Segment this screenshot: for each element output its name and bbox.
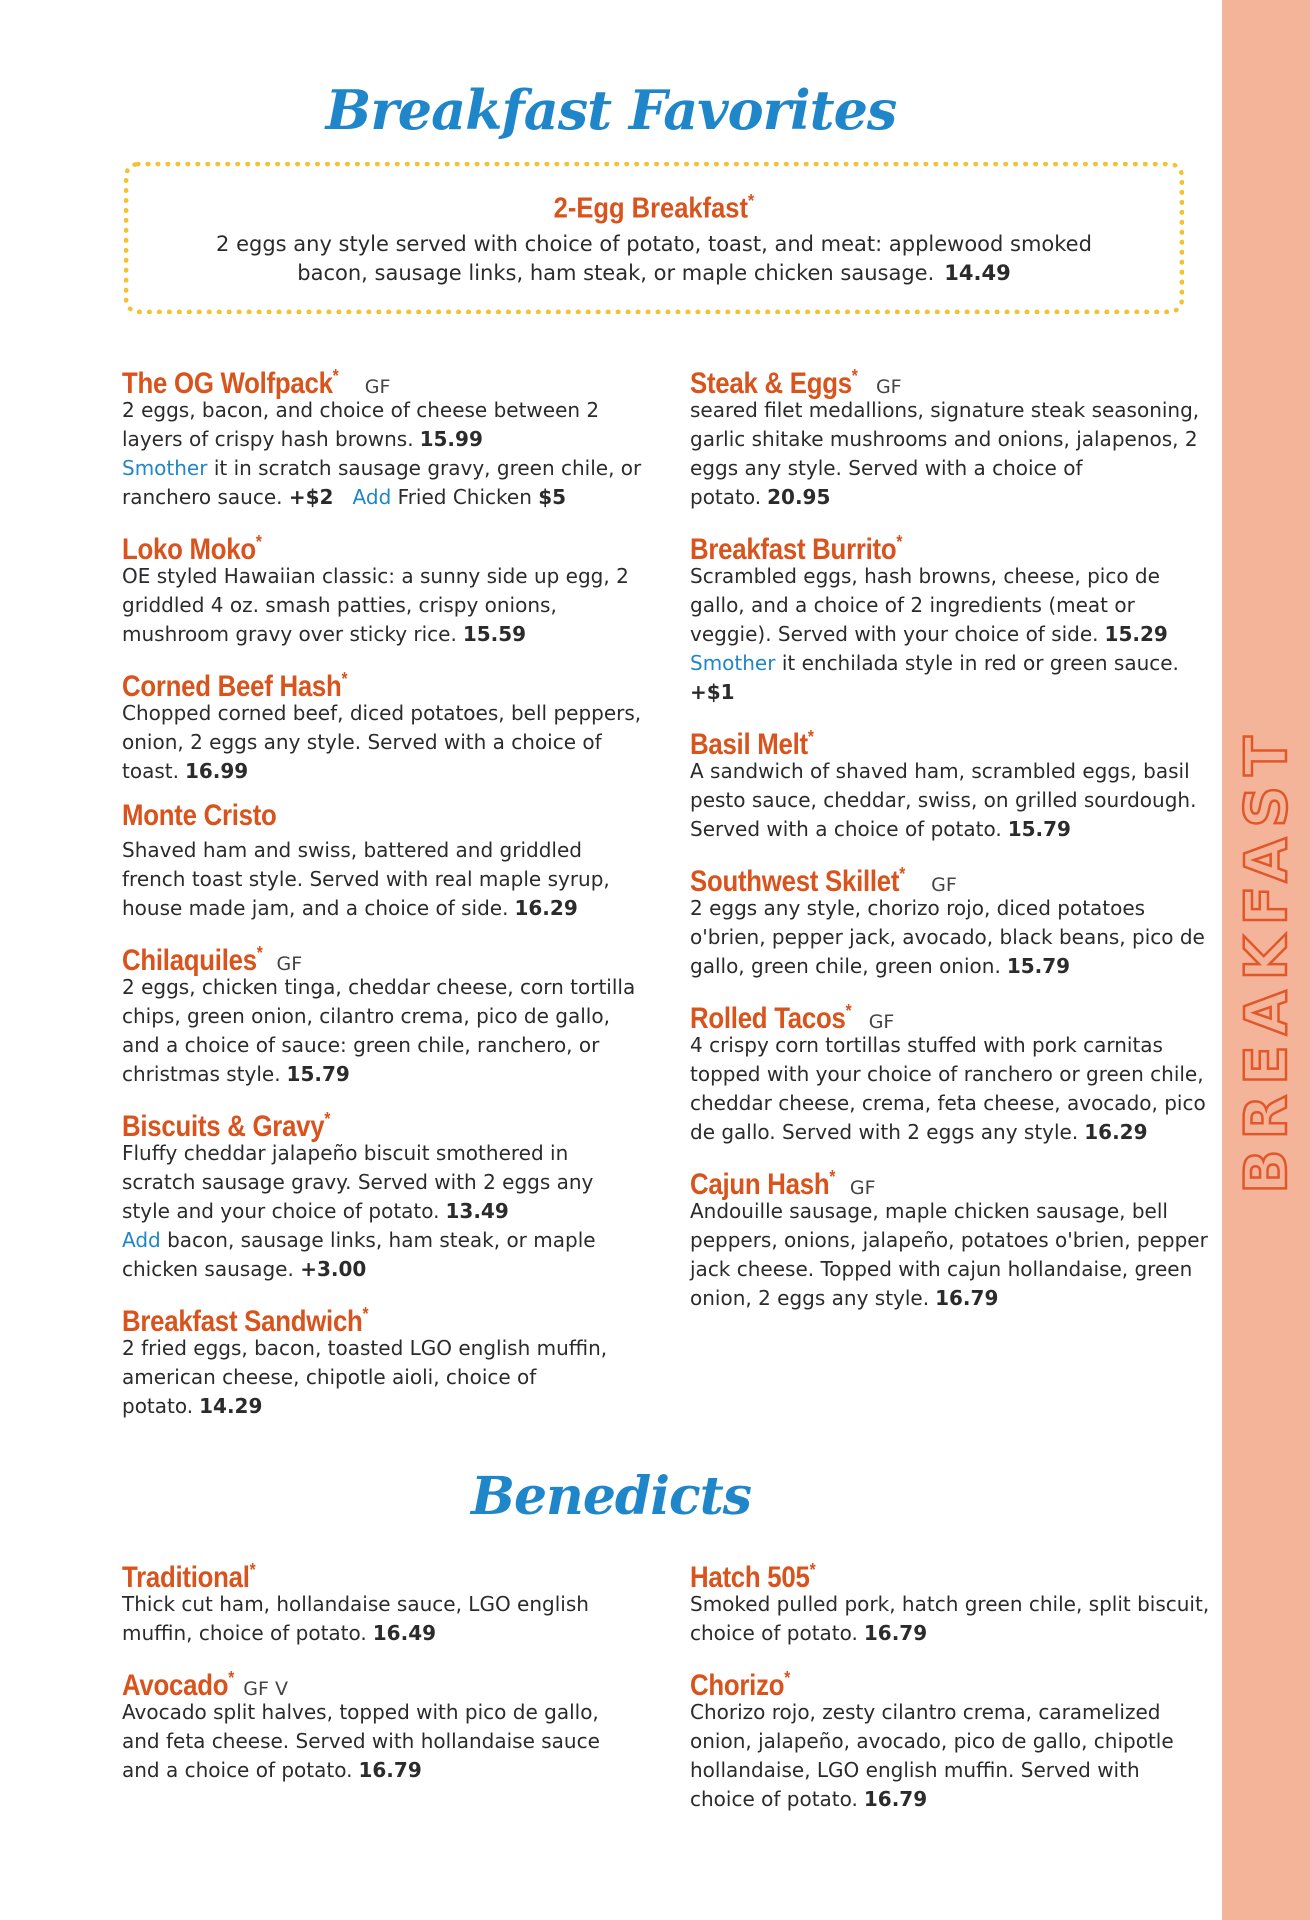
diet-tag: GF xyxy=(931,874,957,896)
right-column xyxy=(690,356,1210,1323)
item-description: Chopped corned beef, diced potatoes, bell peppers, onion, 2 eggs any style. Served with a choice of toast. 16.99 xyxy=(122,701,642,783)
menu-item-breakfast-sandwich xyxy=(122,1294,642,1421)
item-price: 15.29 xyxy=(1104,622,1168,646)
item-description: Chorizo rojo, zesty cilantro crema, caramelized onion, jalapeño, avocado, pico de gallo, chipotle hollandaise, LGO english muffin. Served with choice of potato. 16.79 xyxy=(690,1700,1174,1811)
item-price: 16.49 xyxy=(372,1621,437,1645)
item-description: Shaved ham and swiss, battered and griddled french toast style. Served with real maple syrup, house made jam, and a choice of side. 16.29 xyxy=(122,838,610,920)
item-name: Biscuits & Gravy* xyxy=(122,1109,331,1143)
item-description: Avocado split halves, topped with pico de gallo, and feta cheese. Served with hollandaise sauce and a choice of potato. 16.79 xyxy=(122,1700,600,1782)
item-description: 2 eggs any style, chorizo rojo, diced potatoes o'brien, pepper jack, avocado, black beans, pico de gallo, green chile, green onion. 15.79 xyxy=(690,896,1205,978)
item-description: A sandwich of shaved ham, scrambled eggs, basil pesto sauce, cheddar, swiss, on grilled sourdough. Served with a choice of potato. 15.79 xyxy=(690,759,1197,841)
item-name: Cajun Hash* xyxy=(690,1167,836,1201)
item-description: Scrambled eggs, hash browns, cheese, pico de gallo, and a choice of 2 ingredients (meat or veggie). Served with your choice of side. 15.29 Smother it enchilada style in red or green sauce. +$1 xyxy=(690,564,1179,704)
menu-item-traditional xyxy=(122,1550,642,1648)
menu-item-hatch-505 xyxy=(690,1550,1210,1648)
menu-item-basil-melt xyxy=(690,717,1210,844)
item-price: 16.79 xyxy=(863,1787,928,1811)
item-description: 4 crispy corn tortillas stuffed with pork carnitas topped with your choice of ranchero or green chile, cheddar cheese, crema, feta cheese, avocado, pico de gallo. Served with 2 eggs any style. 16.29 xyxy=(690,1033,1206,1144)
menu-item-biscuits-gravy xyxy=(122,1099,642,1284)
item-name: Hatch 505* xyxy=(690,1560,816,1594)
diet-tag: GF xyxy=(364,376,391,398)
item-name: The OG Wolfpack* xyxy=(122,366,339,400)
item-name: Steak & Eggs* xyxy=(690,366,858,400)
item-name: Loko Moko* xyxy=(122,532,262,566)
item-description: 2 eggs, chicken tinga, cheddar cheese, corn tortilla chips, green onion, cilantro crema, pico de gallo, and a choice of sauce: green chile, ranchero, or christmas style. 15.79 xyxy=(122,975,636,1086)
item-name: Corned Beef Hash* xyxy=(122,669,348,703)
item-price: 16.29 xyxy=(514,896,578,920)
item-price: 15.99 xyxy=(419,427,483,451)
item-name: Basil Melt* xyxy=(690,727,814,761)
item-name: Chilaquiles* xyxy=(122,943,263,977)
item-description: 2 eggs any style served with choice of potato, toast, and meat: applewood smoked bacon, sausage links, ham steak, or maple chicken sausage. 14.49 xyxy=(216,231,1092,285)
menu-item-avocado xyxy=(122,1658,642,1785)
item-name: Breakfast Sandwich* xyxy=(122,1304,369,1338)
section-title-benedicts: Benedicts xyxy=(471,1466,751,1527)
menu-item-rolled-tacos xyxy=(690,991,1210,1147)
item-name: Southwest Skillet* xyxy=(690,864,905,898)
item-price: 16.79 xyxy=(935,1286,999,1310)
item-price: 15.59 xyxy=(462,622,527,646)
item-price: 15.79 xyxy=(286,1062,350,1086)
item-name: Chorizo* xyxy=(690,1668,791,1702)
diet-tag: GF xyxy=(868,1011,895,1033)
item-description: 2 eggs, bacon, and choice of cheese between 2 layers of crispy hash browns. 15.99 Smother it in scratch sausage gravy, green chile, or ranchero sauce. +$2 Add Fried Chicken $5 xyxy=(122,398,642,509)
item-price: 16.79 xyxy=(358,1758,422,1782)
item-name: Traditional* xyxy=(122,1560,256,1594)
menu-item-chilaquiles xyxy=(122,933,642,1089)
item-name: Rolled Tacos* xyxy=(690,1001,852,1035)
item-price: 15.79 xyxy=(1006,954,1071,978)
left-column xyxy=(122,356,642,1431)
menu-item-corned-beef-hash xyxy=(122,659,642,786)
item-description: Smoked pulled pork, hatch green chile, split biscuit, choice of potato. 16.79 xyxy=(690,1592,1210,1645)
diet-tag: GF xyxy=(875,376,902,398)
item-price: 14.49 xyxy=(944,260,1011,285)
menu-item-loko-moko xyxy=(122,522,642,649)
section-title-breakfast-favorites: Breakfast Favorites xyxy=(325,78,897,142)
benedicts-right-column xyxy=(690,1550,1210,1824)
item-price: 20.95 xyxy=(767,485,831,509)
item-price: 13.49 xyxy=(445,1199,509,1223)
diet-tag: GF xyxy=(276,953,303,975)
item-name: Monte Cristo xyxy=(122,799,277,832)
menu-item-og-wolfpack xyxy=(122,356,642,512)
item-description: OE styled Hawaiian classic: a sunny side up egg, 2 griddled 4 oz. smash patties, crispy onions, mushroom gravy over sticky rice. 15.59 xyxy=(122,564,629,646)
side-label: BREAKFAST xyxy=(1232,726,1300,1194)
menu-item-monte-cristo xyxy=(122,796,642,923)
item-description: Andouille sausage, maple chicken sausage, bell peppers, onions, jalapeño, potatoes o'brien, pepper jack cheese. Topped with cajun hollandaise, green onion, 2 eggs any style. 16.79 xyxy=(690,1199,1208,1310)
menu-item-steak-eggs xyxy=(690,356,1210,512)
item-price: 14.29 xyxy=(199,1394,263,1418)
menu-item-chorizo xyxy=(690,1658,1210,1814)
item-description: seared filet medallions, signature steak seasoning, garlic shitake mushrooms and onions, jalapenos, 2 eggs any style. Served with a choice of potato. 20.95 xyxy=(690,398,1200,509)
item-name: Breakfast Burrito* xyxy=(690,532,903,566)
diet-tag: GF V xyxy=(243,1678,288,1700)
item-description: Thick cut ham, hollandaise sauce, LGO english muffin, choice of potato. 16.49 xyxy=(122,1592,589,1645)
benedicts-left-column xyxy=(122,1550,642,1795)
item-price: 16.29 xyxy=(1084,1120,1148,1144)
item-price: 16.99 xyxy=(184,759,249,783)
featured-box xyxy=(124,162,1184,314)
menu-item-breakfast-burrito xyxy=(690,522,1210,707)
item-price: 15.79 xyxy=(1007,817,1071,841)
item-name: Avocado* xyxy=(122,1668,234,1702)
menu-item-southwest-skillet xyxy=(690,854,1210,981)
item-price: 16.79 xyxy=(863,1621,928,1645)
menu-item-cajun-hash xyxy=(690,1157,1210,1313)
item-name: 2-Egg Breakfast* xyxy=(553,191,755,225)
diet-tag: GF xyxy=(849,1177,876,1199)
item-description: 2 fried eggs, bacon, toasted LGO english muffin, american cheese, chipotle aioli, choice of potato. 14.29 xyxy=(122,1336,608,1418)
item-description: Fluffy cheddar jalapeño biscuit smothered in scratch sausage gravy. Served with 2 eggs any style and your choice of potato. 13.49 Add bacon, sausage links, ham steak, or maple chicken sausage. +3.00 xyxy=(122,1141,596,1281)
